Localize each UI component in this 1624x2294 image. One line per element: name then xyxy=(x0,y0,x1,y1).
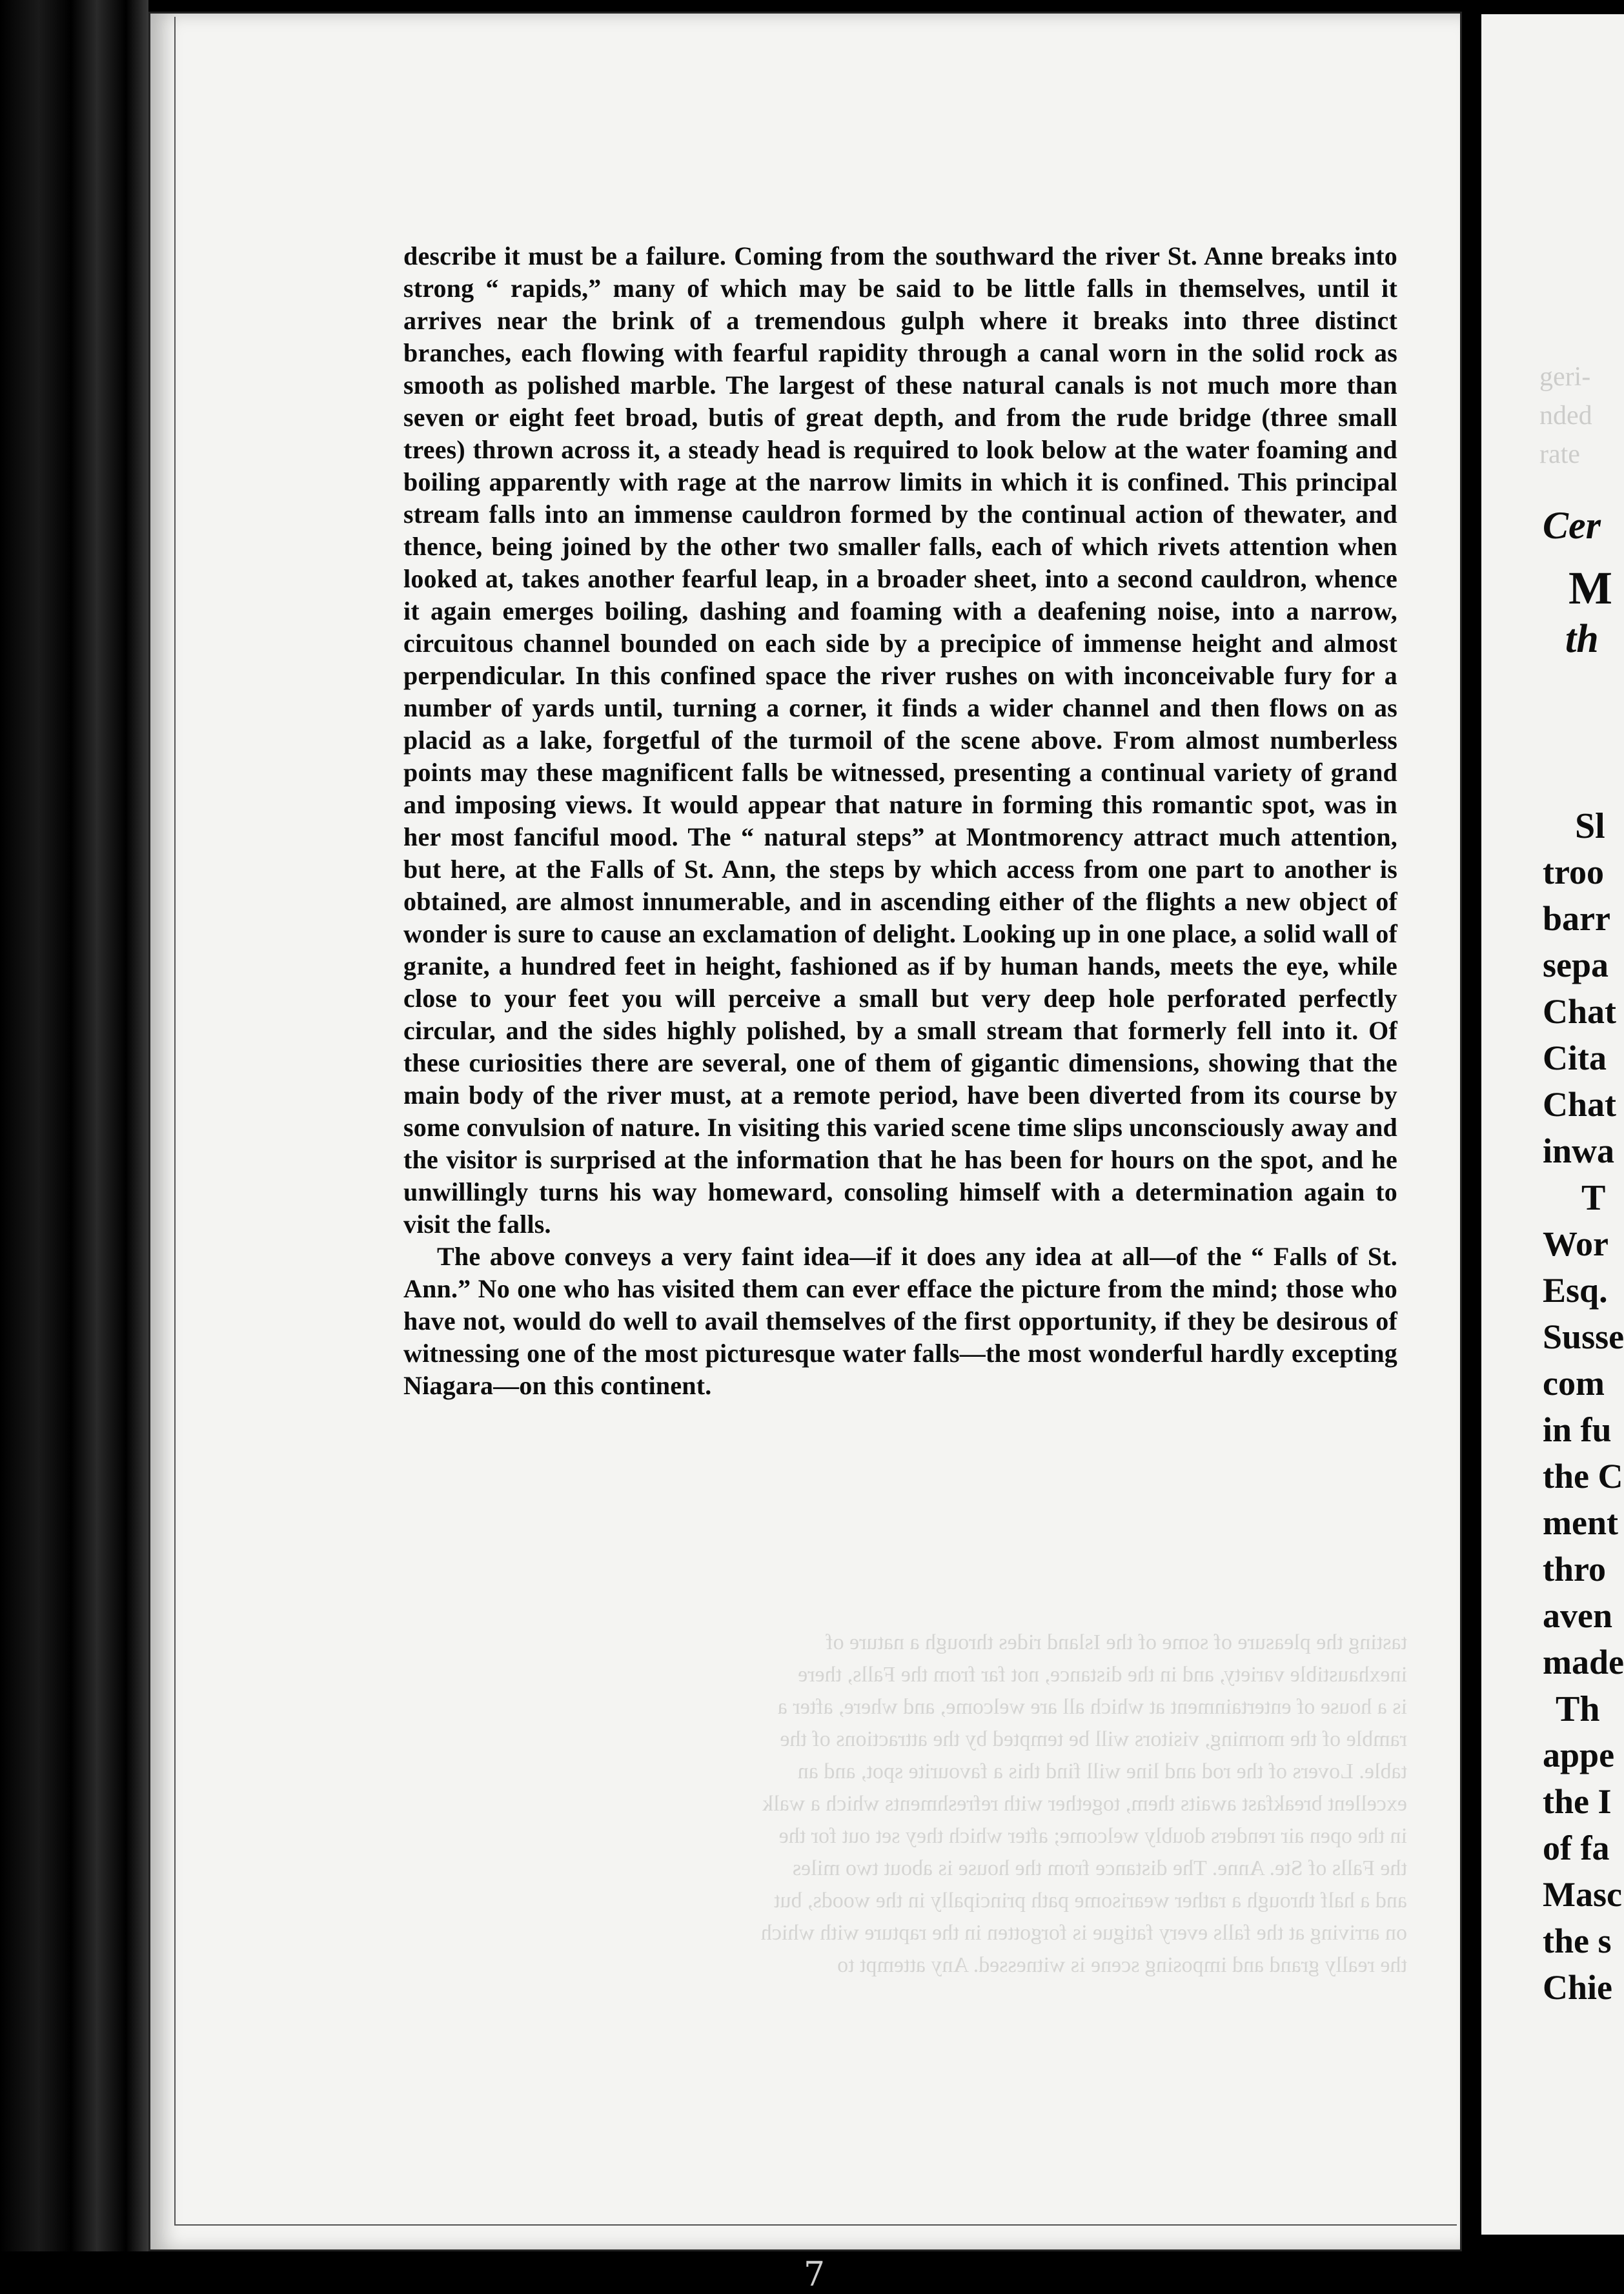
right-body-fragment: Susse xyxy=(1543,1317,1624,1356)
right-body-fragment: the I xyxy=(1543,1782,1612,1821)
right-body-fragment: T xyxy=(1581,1178,1606,1218)
right-body-fragment: barr xyxy=(1543,899,1610,938)
right-body-fragment: Masc xyxy=(1543,1875,1622,1914)
right-body-fragment: made xyxy=(1543,1643,1624,1681)
right-body-fragment: Cita xyxy=(1543,1039,1607,1077)
right-heading-fragment: th xyxy=(1565,617,1599,661)
body-paragraph: describe it must be a failure. Coming from the southward the river St. Anne breaks into strong “ rapids,” many of which may be said to be little falls in themselves, until it arrives near the brink of a tremendous gulph where it breaks into three distinct branches, each flowing with fearful rapidity through a canal worn in the solid rock as smooth as polished marble. The largest of these natural canals is not much more than seven or eight feet broad, butis of great depth, and from the rude bridge (three small trees) thrown across it, a steady head is required to look below at the water foaming and boiling apparently with rage at the narrow limits in which it is confined. This principal stream falls into an immense cauldron formed by the continual action of thewater, and thence, being joined by the other two smaller falls, each of which rivets attention when looked at, takes another fearful leap, in a broader sheet, into a second cauldron, whence it again emerges boiling, dashing and foaming with a deafening noise, into a narrow, circuitous channel bounded on each side by a precipice of immense height and almost perpendicular. In this confined space the river rushes on with inconceivable fury for a number of yards until, turning a corner, it finds a wider channel and then flows on as placid as a lake, forgetful of the turmoil of the scene above. From almost numberless points may these magnificent falls be witnessed, presenting a continual variety of grand and imposing views. It would appear that nature in forming this romantic spot, was in her most fanciful mood. The “ natural steps” at Montmorency attract much attention, but here, at the Falls of St. Ann, the steps by which access from one part to another is obtained, are almost innumerable, and in ascending either of the flights a new object of wonder is sure to cause an exclamation of delight. Looking up in one place, a solid wall of granite, a hundred feet in height, fashioned as if by human hands, meets the eye, while close to your feet you will perceive a small but very deep hole perforated perfectly circular, and the sides highly polished, by a small stream that formerly fell into it. Of these curiosities there are several, one of them of gigantic dimensions, showing that the main body of the river must, at a remote period, have been diverted from its course by some convulsion of nature. In visiting this varied scene time slips unconsciously away and the visitor is surprised at the information that he has been for hours on the spot, and he unwillingly turns his way homeward, consoling himself with a determination again to visit the falls. xyxy=(403,241,1397,1239)
right-body-fragment: Wor xyxy=(1543,1224,1609,1263)
right-body-fragment: troo xyxy=(1543,853,1604,891)
right-body-fragment: Chat xyxy=(1543,992,1617,1031)
right-body-fragment: sepa xyxy=(1543,946,1609,984)
right-heading-fragment: M xyxy=(1568,562,1612,614)
right-body-fragment: Chat xyxy=(1543,1085,1617,1124)
right-body-fragment: thro xyxy=(1543,1550,1607,1589)
right-body-fragment: Esq. xyxy=(1543,1271,1608,1310)
page-gutter xyxy=(1462,0,1481,2282)
body-paragraph: The above conveys a very faint idea—if it does any idea at all—of the “ Falls of St. Ann.” No one who has visited them can ever efface the picture from the mind; those who have not, would do well to avail themselves of the first opportunity, if they be desirous of witnessing one of the most picturesque water falls—the most wonderful hardly excepting Niagara—on this continent. xyxy=(403,1242,1397,1400)
right-heading-fragment: Cer xyxy=(1543,504,1601,547)
right-body-fragment: appe xyxy=(1543,1736,1615,1774)
right-body-fragment: the C xyxy=(1543,1457,1623,1496)
right-body-fragment: Sl xyxy=(1575,806,1605,846)
right-body-fragment: the s xyxy=(1543,1922,1612,1960)
page-mark: 7 xyxy=(804,2255,826,2294)
right-bleed: rate xyxy=(1539,440,1580,469)
right-bleed: nded xyxy=(1539,401,1592,431)
book-spine-edge xyxy=(0,0,148,2282)
right-body-fragment: Th xyxy=(1556,1689,1600,1729)
article-body xyxy=(403,240,1397,1402)
right-body-fragment: com xyxy=(1543,1364,1605,1403)
right-body-fragment: of fa xyxy=(1543,1829,1610,1867)
right-body-fragment: ment xyxy=(1543,1503,1618,1542)
right-body-fragment: aven xyxy=(1543,1596,1612,1635)
right-body-fragment: Chie xyxy=(1543,1968,1612,2007)
bleed-through-text: tasting the pleasure of some of the Island rides through a nature of inexhaustible variety, and in the distance, not far from the Falls, there is a house of entertainment at which all are welcome, and where, after a ramble of the morning, visitors will be tempted by the attractions of the table. Lovers of the rod and line will find this a favourite spot, and an excellent breakfast awaits them, together with refreshments which a walk in the open air renders doubly welcome; after which they set out for the the Falls of Ste. Anne. The distance from the house is about two miles and a half through a rather wearisome path principally in the woods, but on arriving at the falls every fatigue is forgotten in the rapture with which the really grand and imposing scene is witnessed. Any attempt to xyxy=(760,1630,1407,1977)
right-body-fragment: in fu xyxy=(1543,1410,1612,1449)
right-bleed: geri- xyxy=(1539,362,1591,392)
right-body-fragment: inwa xyxy=(1543,1132,1615,1170)
